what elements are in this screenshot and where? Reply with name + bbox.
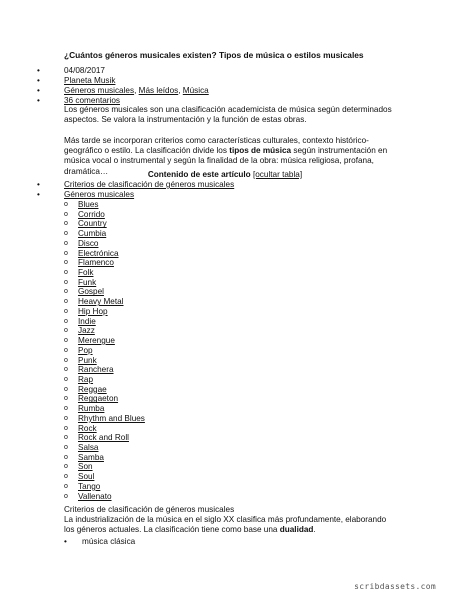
circle-bullet-icon: o <box>64 375 68 383</box>
circle-bullet-icon: o <box>64 385 68 393</box>
meta-date <box>37 66 209 76</box>
genre-item <box>64 404 145 414</box>
genre-link[interactable]: Corrido <box>78 209 105 219</box>
genre-link[interactable]: Funk <box>78 277 97 287</box>
genre-item <box>64 472 145 482</box>
separator: , <box>178 86 183 95</box>
circle-bullet-icon: o <box>64 230 68 238</box>
circle-bullet-icon: o <box>64 356 68 364</box>
genre-item <box>64 394 145 404</box>
genre-item <box>64 433 145 443</box>
comments-link[interactable]: 36 comentarios <box>64 96 120 105</box>
genre-link[interactable]: Country <box>78 219 107 229</box>
genre-link[interactable]: Cumbia <box>78 229 107 239</box>
genre-item <box>64 414 145 424</box>
toc-list <box>37 180 234 200</box>
genre-link[interactable]: Flamenco <box>78 258 114 268</box>
circle-bullet-icon: o <box>64 210 68 218</box>
circle-bullet-icon: o <box>64 346 68 354</box>
intro-paragraph: Los géneros musicales son una clasificación academicista de música según determinados aspectos. Se valora la instrumentación y la función de estas obras. <box>64 105 392 125</box>
genre-item <box>64 453 145 463</box>
circle-bullet-icon: o <box>64 249 68 257</box>
genre-item <box>64 346 145 356</box>
genre-link[interactable]: Jazz <box>78 326 95 336</box>
section-paragraph: La industrialización de la música en el siglo XX clasifica más profundamente, elaborando los géneros actuales. La clasificación tiene como base una dualidad. <box>64 515 387 535</box>
bullet-icon: • <box>64 537 67 546</box>
circle-bullet-icon: o <box>64 307 68 315</box>
bullet-icon: • <box>37 66 40 75</box>
genre-link[interactable]: Reggaeton <box>78 394 119 404</box>
date-text: 04/08/2017 <box>64 66 105 75</box>
genre-link[interactable]: Disco <box>78 238 99 248</box>
toc-heading <box>0 170 450 179</box>
genre-item <box>64 336 145 346</box>
genre-item <box>64 287 145 297</box>
genre-item <box>64 229 145 239</box>
circle-bullet-icon: o <box>64 220 68 228</box>
genre-item <box>64 462 145 472</box>
list-item <box>64 537 135 547</box>
genre-link[interactable]: Vallenato <box>78 491 112 501</box>
genre-item <box>64 258 145 268</box>
article-meta-list <box>37 66 209 106</box>
category-link[interactable]: Géneros musicales <box>64 86 135 95</box>
circle-bullet-icon: o <box>64 463 68 471</box>
bullet-icon: • <box>37 96 40 105</box>
toc-toggle-link[interactable]: [ocultar tabla] <box>252 170 303 179</box>
bold-term: tipos de música <box>229 146 292 156</box>
genre-link[interactable]: Folk <box>78 268 94 278</box>
genre-link[interactable]: Merengue <box>78 336 115 346</box>
circle-bullet-icon: o <box>64 424 68 432</box>
circle-bullet-icon: o <box>64 414 68 422</box>
circle-bullet-icon: o <box>64 443 68 451</box>
genre-link[interactable]: Rock and Roll <box>78 433 129 443</box>
genre-link[interactable]: Rumba <box>78 404 105 414</box>
genre-item <box>64 210 145 220</box>
genre-list <box>64 200 145 501</box>
toc-link[interactable]: Criterios de clasificación de géneros musicales <box>64 180 235 189</box>
genre-item <box>64 307 145 317</box>
genre-link[interactable]: Indie <box>78 316 96 326</box>
circle-bullet-icon: o <box>64 395 68 403</box>
genre-link[interactable]: Hip Hop <box>78 306 108 316</box>
genre-item <box>64 219 145 229</box>
bold-term: dualidad <box>279 525 314 535</box>
circle-bullet-icon: o <box>64 298 68 306</box>
genre-link[interactable]: Pop <box>78 345 93 355</box>
genre-item <box>64 356 145 366</box>
genre-item <box>64 268 145 278</box>
meta-categories <box>37 86 209 96</box>
genre-item <box>64 365 145 375</box>
category-link[interactable]: Más leídos <box>138 86 179 95</box>
genre-link[interactable]: Son <box>78 462 93 472</box>
circle-bullet-icon: o <box>64 337 68 345</box>
separator: , <box>134 86 139 95</box>
genre-link[interactable]: Samba <box>78 452 104 462</box>
section-list <box>64 537 135 547</box>
genre-item <box>64 424 145 434</box>
genre-link[interactable]: Rhythm and Blues <box>78 413 145 423</box>
genre-item <box>64 492 145 502</box>
genre-item <box>64 200 145 210</box>
genre-item <box>64 239 145 249</box>
circle-bullet-icon: o <box>64 482 68 490</box>
author-link[interactable]: Planeta Musik <box>64 76 116 85</box>
genre-link[interactable]: Electrónica <box>78 248 119 258</box>
genre-link[interactable]: Heavy Metal <box>78 297 124 307</box>
genre-link[interactable]: Rock <box>78 423 97 433</box>
category-link[interactable]: Música <box>182 86 209 95</box>
genre-link[interactable]: Blues <box>78 200 99 209</box>
genre-link[interactable]: Rap <box>78 374 94 384</box>
circle-bullet-icon: o <box>64 201 68 208</box>
bullet-icon: • <box>37 86 40 95</box>
genre-link[interactable]: Tango <box>78 481 101 491</box>
genre-item <box>64 482 145 492</box>
circle-bullet-icon: o <box>64 288 68 296</box>
genre-link[interactable]: Ranchera <box>78 365 114 375</box>
circle-bullet-icon: o <box>64 259 68 267</box>
circle-bullet-icon: o <box>64 453 68 461</box>
genre-link[interactable]: Gospel <box>78 287 104 297</box>
toc-item <box>37 190 234 200</box>
bullet-icon: • <box>37 180 40 189</box>
genre-item <box>64 297 145 307</box>
article-title: ¿Cuántos géneros musicales existen? Tipos de música o estilos musicales <box>64 50 364 60</box>
section-title: Criterios de clasificación de géneros musicales <box>64 505 235 514</box>
circle-bullet-icon: o <box>64 473 68 481</box>
genre-item <box>64 326 145 336</box>
bullet-icon: • <box>37 76 40 85</box>
genre-item <box>64 375 145 385</box>
circle-bullet-icon: o <box>64 492 68 500</box>
circle-bullet-icon: o <box>64 269 68 277</box>
genre-item <box>64 278 145 288</box>
circle-bullet-icon: o <box>64 239 68 247</box>
genre-item <box>64 385 145 395</box>
watermark: scribdassets.com <box>354 582 436 591</box>
genre-link[interactable]: Salsa <box>78 442 99 452</box>
meta-author <box>37 76 209 86</box>
toc-link[interactable]: Géneros musicales <box>64 190 135 199</box>
second-paragraph: Más tarde se incorporan criterios como características culturales, contexto histórico-geográfico o estilo. La clasificación divide los tipos de música según instrumentación en música vocal o instrumental y según la finalidad de la obra: música religiosa, profana, dramática… <box>64 136 388 176</box>
toc-item <box>37 180 234 190</box>
bullet-icon: • <box>37 190 40 199</box>
circle-bullet-icon: o <box>64 366 68 374</box>
circle-bullet-icon: o <box>64 327 68 335</box>
genre-item <box>64 249 145 259</box>
genre-link[interactable]: Reggae <box>78 384 107 394</box>
genre-item <box>64 443 145 453</box>
circle-bullet-icon: o <box>64 434 68 442</box>
genre-link[interactable]: Punk <box>78 355 97 365</box>
circle-bullet-icon: o <box>64 317 68 325</box>
list-item-text: música clásica <box>82 537 136 546</box>
toc-title: Contenido de este artículo <box>147 170 251 179</box>
circle-bullet-icon: o <box>64 278 68 286</box>
circle-bullet-icon: o <box>64 405 68 413</box>
genre-item <box>64 317 145 327</box>
genre-link[interactable]: Soul <box>78 472 95 482</box>
